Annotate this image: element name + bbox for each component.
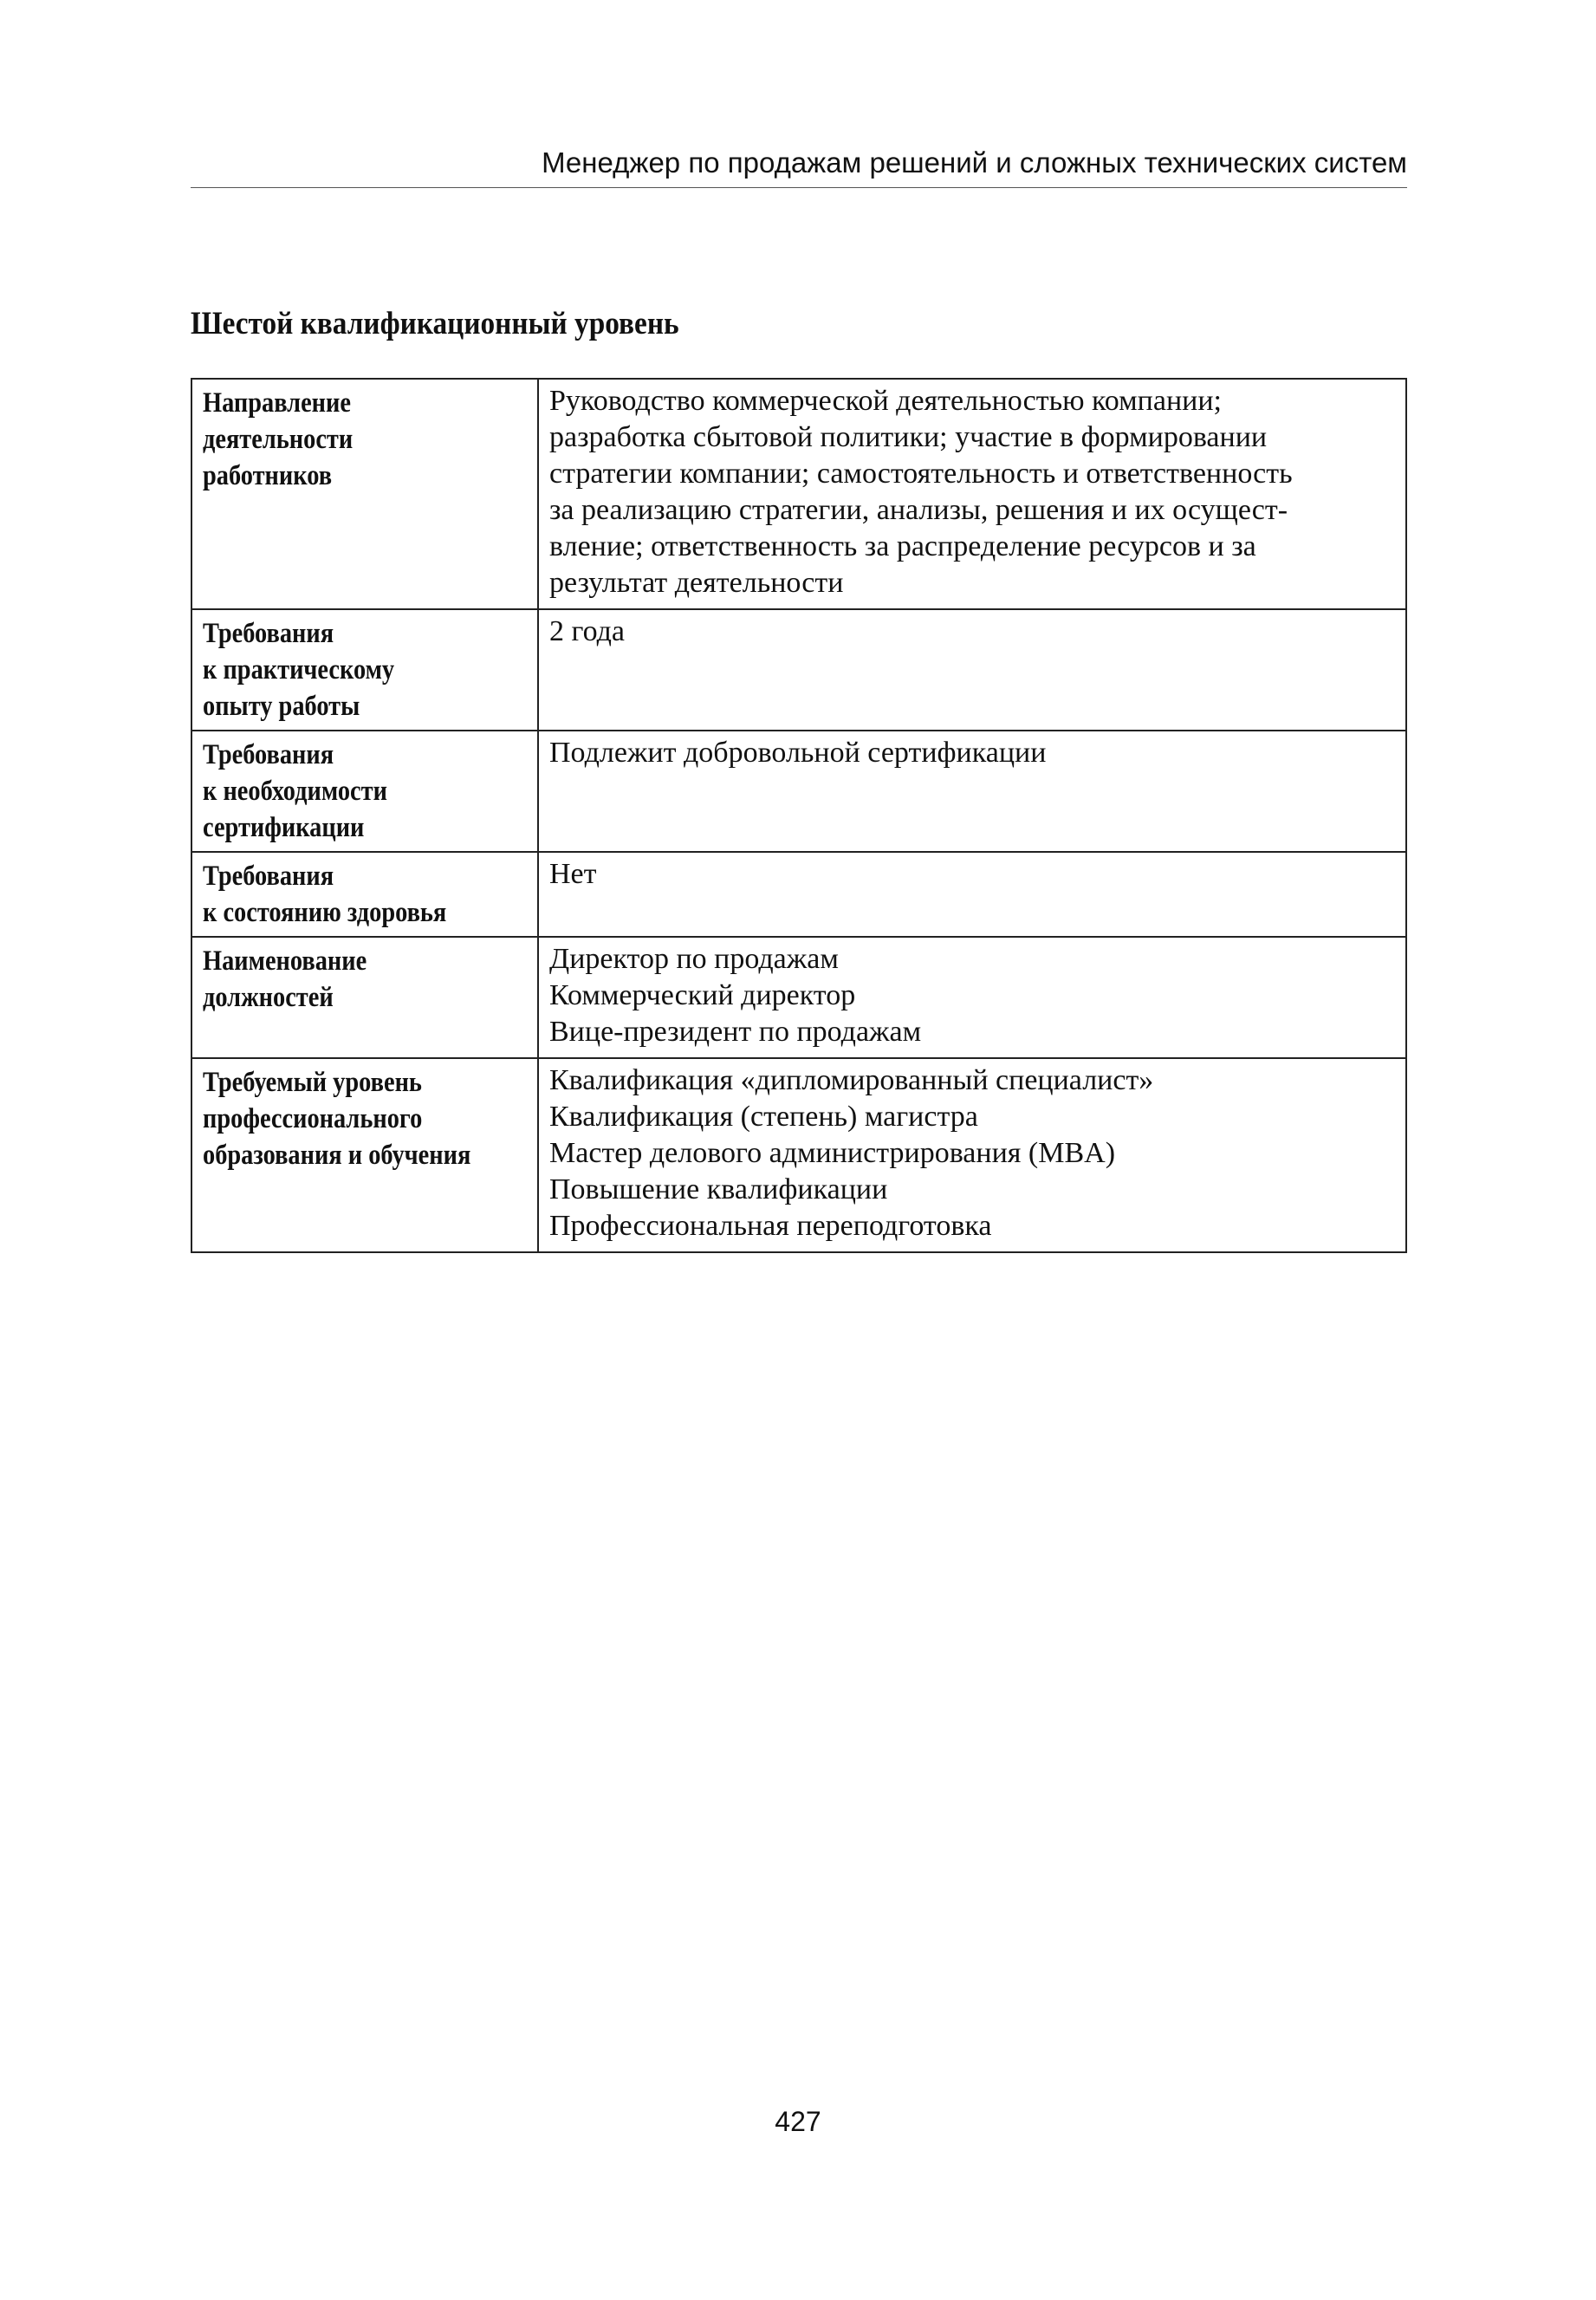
row-label-line: Направление [203,387,351,419]
page-number: 427 [775,2106,821,2137]
row-label-line: деятельности [203,424,354,455]
row-label-line: сертификации [203,812,365,843]
row-value-line: Нет [549,858,597,890]
row-label-cell [191,379,538,609]
row-value-line: Руководство коммерческой деятельностью компании; [549,385,1222,417]
table-row [191,379,1406,609]
row-label-line: Требуемый уровень [203,1067,422,1098]
row-value-line: Подлежит добровольной сертификации [549,737,1047,769]
row-label-line: образования и обучения [203,1140,471,1171]
row-value-line: Повышение квалификации [549,1173,888,1205]
row-label-line: к необходимости [203,776,387,807]
row-value-cell [538,731,1406,852]
row-value-line: Квалификация (степень) магистра [549,1101,978,1133]
row-label-line: к состоянию здоровья [203,897,447,928]
row-value-line: Вице-президент по продажам [549,1016,922,1048]
row-value-line: за реализацию стратегии, анализы, решения и их осущест- [549,494,1288,526]
row-label-cell [191,852,538,937]
row-label-line: Наименование [203,945,367,977]
row-value-cell [538,852,1406,937]
row-value-cell [538,1058,1406,1252]
row-value-line: разработка сбытовой политики; участие в формировании [549,421,1268,453]
row-label-cell [191,609,538,731]
row-value-line: Директор по продажам [549,943,839,975]
row-value-line: Коммерческий директор [549,979,856,1011]
row-value-cell [538,937,1406,1058]
header-rule [191,187,1407,188]
row-label-line: Требования [203,861,334,892]
row-value-cell [538,609,1406,731]
row-label-line: Требования [203,739,334,770]
row-label-cell [191,1058,538,1252]
row-value-line: результат деятельности [549,567,844,599]
row-label-line: Требования [203,618,334,649]
row-value-line: Квалификация «дипломированный специалист» [549,1064,1154,1096]
row-label-line: должностей [203,982,334,1013]
table-row [191,1058,1406,1252]
table-row [191,609,1406,731]
row-value-cell [538,379,1406,609]
row-value-line: 2 года [549,615,626,647]
row-label-cell [191,937,538,1058]
row-label-cell [191,731,538,852]
qualification-table [191,378,1407,1253]
row-value-line: стратегии компании; самостоятельность и ответственность [549,458,1293,490]
row-label-line: работников [203,460,333,491]
row-label-line: профессионального [203,1103,423,1134]
row-value-line: Мастер делового администрирования (MBA) [549,1137,1116,1169]
section-heading: Шестой квалификационный уровень [191,306,679,341]
table-row [191,731,1406,852]
row-value-line: Профессиональная переподготовка [549,1210,992,1242]
row-label-line: к практическому [203,654,395,685]
running-header: Менеджер по продажам решений и сложных технических систем [542,146,1407,179]
row-label-line: опыту работы [203,691,360,722]
table-row [191,937,1406,1058]
table-row [191,852,1406,937]
row-value-line: вление; ответственность за распределение ресурсов и за [549,530,1256,562]
